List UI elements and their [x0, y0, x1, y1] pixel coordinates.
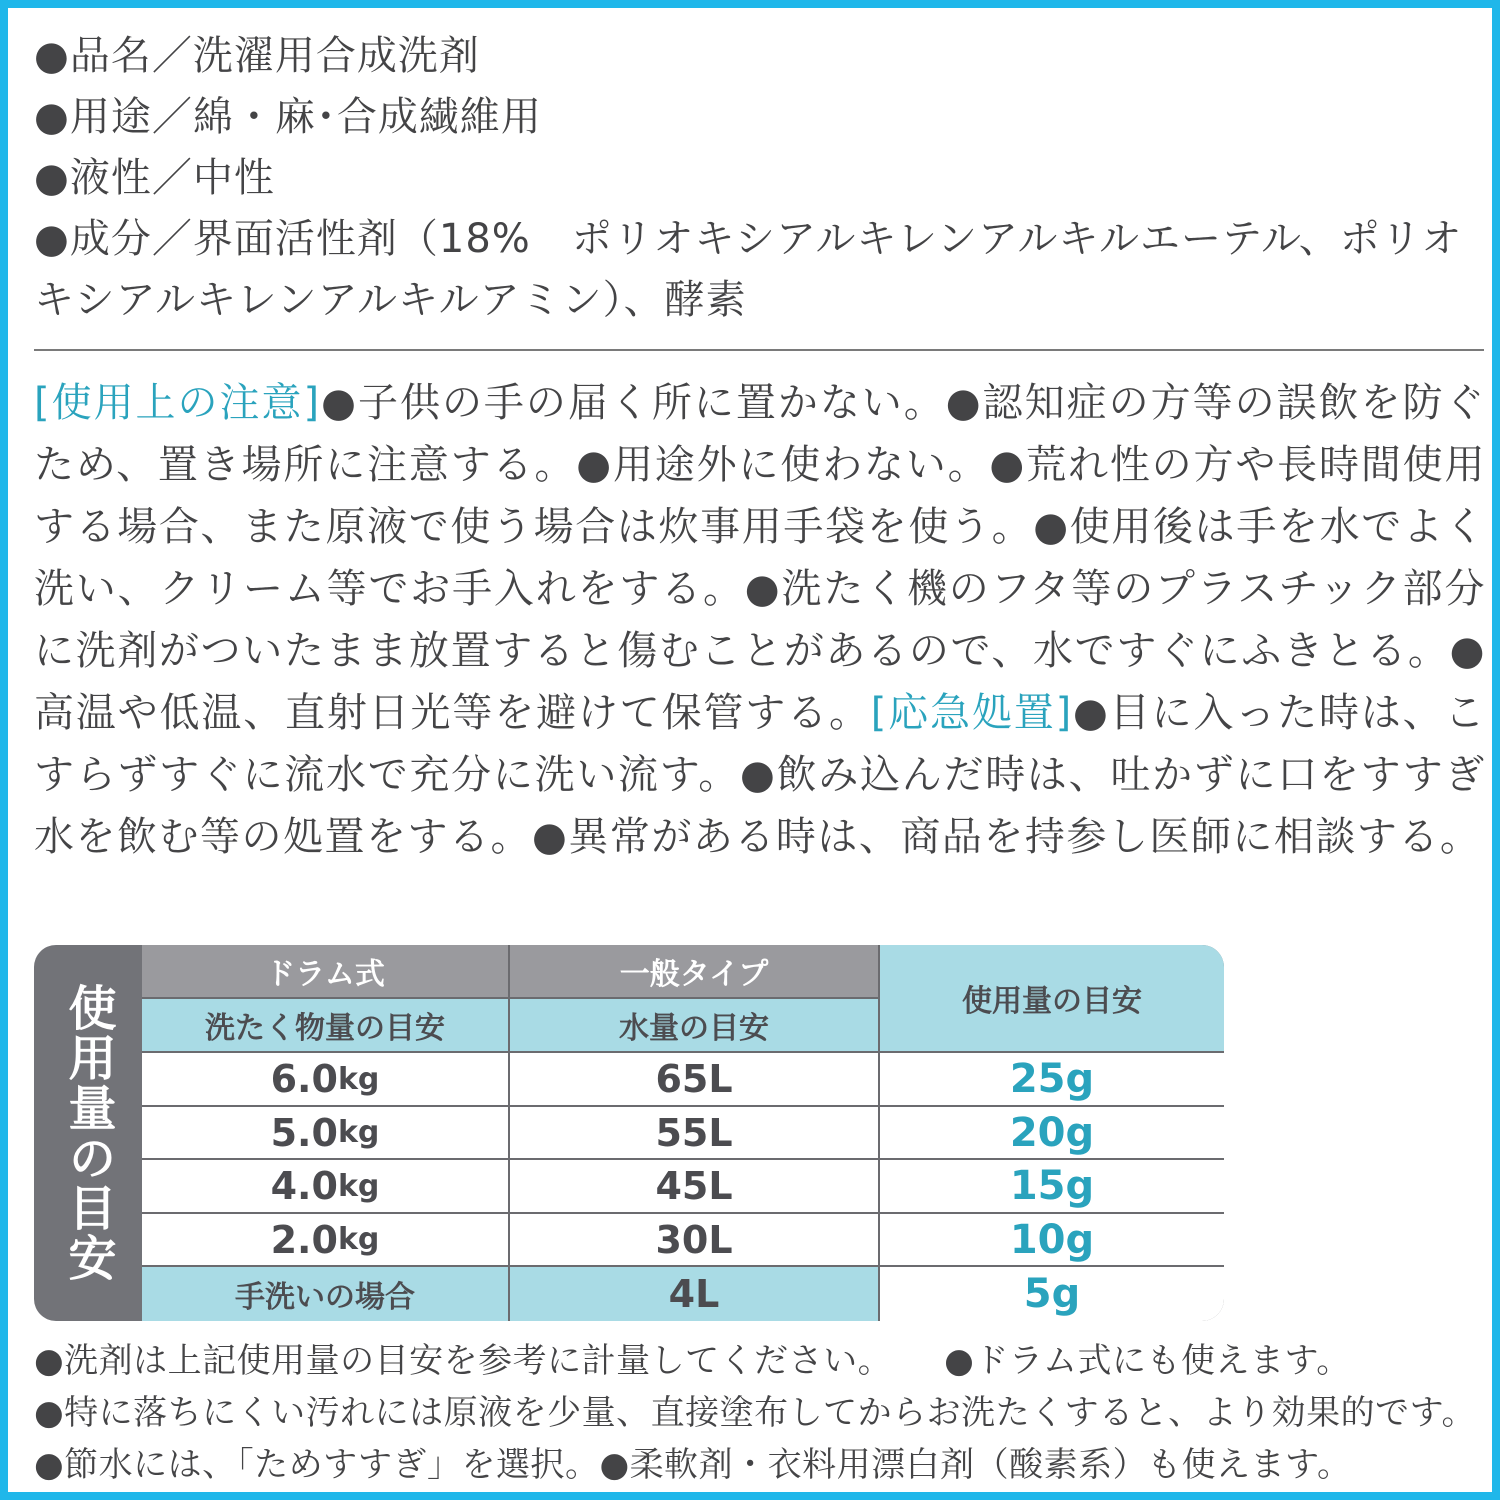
caution-text: ●子供の手の届く所に置かない。●認知症の方等の誤飲を防ぐため、置き場所に注意する。●用途外に使わない。●荒れ性の方や長時間使用する場合、また原液で使う場合は炊事用手袋を使う。●使用後は手を水でよく洗い、クリーム等でお手入れをする。●洗たく機のフタ等のプラスチック部分に洗剤がついたまま放置すると傷むことがあるので、水ですぐにふきとる。●高温や低温、直射日光等を避けて保管する。 — [34, 380, 1486, 736]
product-spec — [34, 26, 1484, 331]
divider — [34, 349, 1484, 351]
cell-hand-label: 手洗いの場合 — [142, 1267, 510, 1321]
cell-water: 30L — [510, 1214, 880, 1267]
spec-ingredients: ●成分／界面活性剤（18% ポリオキシアルキレンアルキルエーテル、ポリオキシアルキレンアルキルアミン）、酵素 — [34, 216, 1463, 323]
caution-heading: [使用上の注意] — [34, 380, 321, 426]
cell-load: 2.0 kg — [142, 1214, 510, 1267]
table-side-label: 使用量の目安 — [60, 983, 116, 1283]
cell-amount: 25g — [880, 1053, 1224, 1107]
cell-water: 55L — [510, 1107, 880, 1160]
cell-water: 65L — [510, 1053, 880, 1107]
header-drum: ドラム式 — [142, 945, 510, 999]
header-water: 水量の目安 — [510, 999, 880, 1053]
header-general: 一般タイプ — [510, 945, 880, 999]
usage-cautions — [34, 372, 1486, 868]
cell-load: 4.0 kg — [142, 1160, 510, 1214]
cell-water: 45L — [510, 1160, 880, 1214]
spec-name: ●品名／洗濯用合成洗剤 — [34, 33, 480, 79]
cell-amount: 10g — [880, 1214, 1224, 1267]
spec-use: ●用途／綿・麻･合成繊維用 — [34, 94, 542, 140]
cell-load: 6.0 kg — [142, 1053, 510, 1107]
usage-notes — [34, 1335, 1494, 1491]
header-load: 洗たく物量の目安 — [142, 999, 510, 1053]
cell-amount: 20g — [880, 1107, 1224, 1160]
table-grid — [142, 945, 1224, 1321]
cell-load: 5.0 kg — [142, 1107, 510, 1160]
note-line-1: ●洗剤は上記使用量の目安を参考に計量してください。 ●ドラム式にも使えます。 — [34, 1341, 1351, 1381]
emergency-heading: [応急処置] — [870, 690, 1073, 736]
cell-hand-amount: 5g — [880, 1267, 1224, 1321]
cell-hand-water: 4L — [510, 1267, 880, 1321]
header-amount: 使用量の目安 — [880, 945, 1224, 1053]
spec-ph: ●液性／中性 — [34, 155, 275, 201]
usage-table — [34, 945, 1224, 1321]
emergency-text: ●目に入った時は、こすらずすぐに流水で充分に洗い流す。●飲み込んだ時は、吐かずに口をすすぎ水を飲む等の処置をする。●異常がある時は、商品を持参し医師に相談する。 — [34, 690, 1487, 860]
note-line-2: ●特に落ちにくい汚れには原液を少量、直接塗布してからお洗たくすると、より効果的です。 — [34, 1393, 1476, 1433]
note-line-3: ●節水には、「ためすすぎ」を選択。●柔軟剤・衣料用漂白剤（酸素系）も使えます。 — [34, 1445, 1352, 1485]
cell-amount: 15g — [880, 1160, 1224, 1214]
